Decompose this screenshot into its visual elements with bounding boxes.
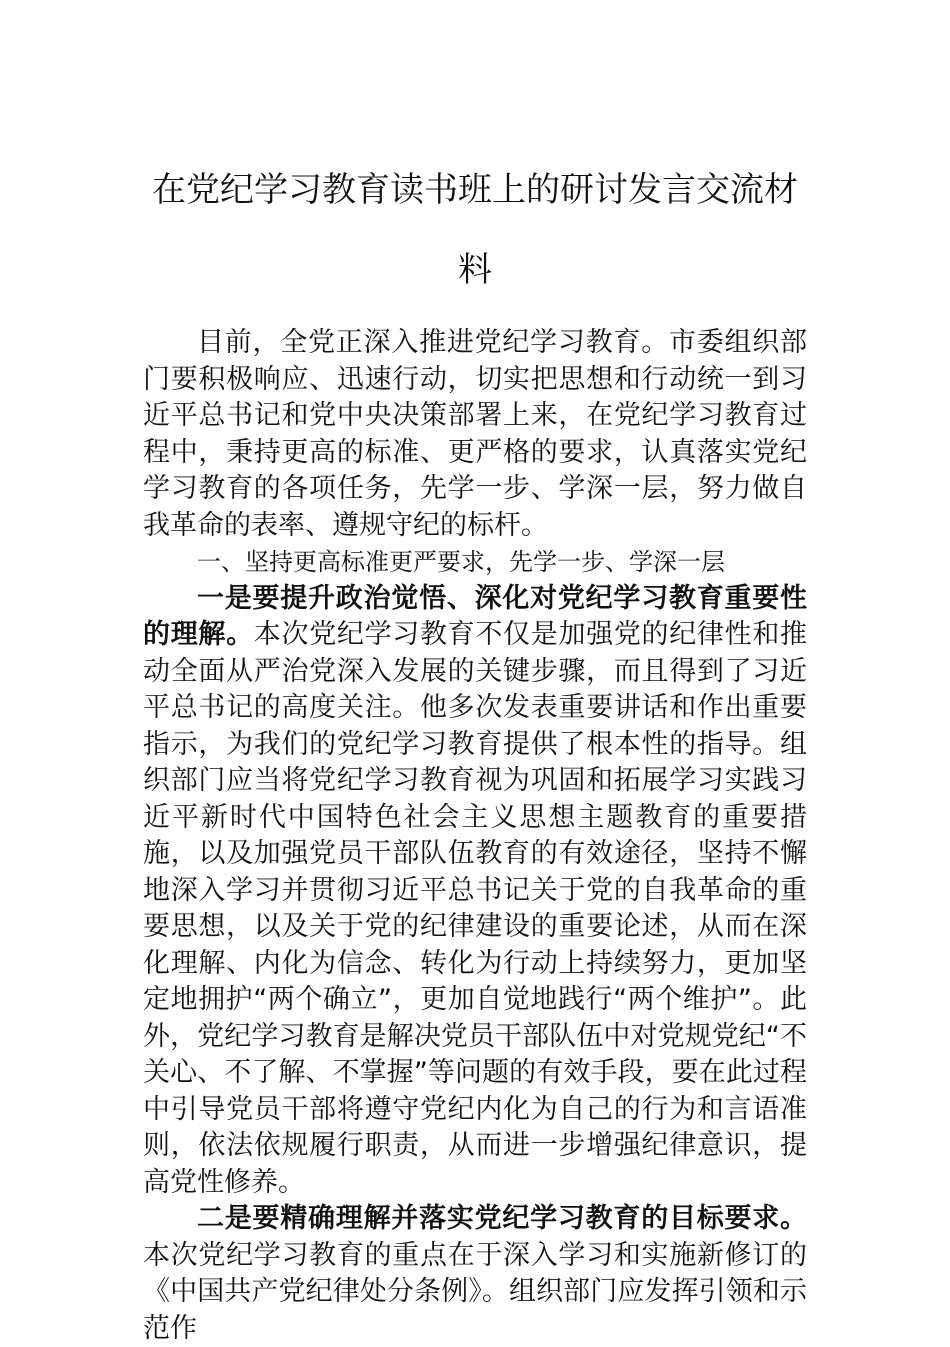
point-one-body: 本次党纪学习教育不仅是加强党的纪律性和推动全面从严治党深入发展的关键步骤，而且得到了习近平总书记的高度关注。他多次发表重要讲话和作出重要指示，为我们的党纪学习教育提供了根本性的指导。组织部门应当将党纪学习教育视为巩固和拓展学习实践习近平新时代中国特色社会主义思想主题教育的重要措施，以及加强党员干部队伍教育的有效途径，坚持不懈地深入学习并贯彻习近平总书记关于党的自我革命的重要思想，以及关于党的纪律建设的重要论述，从而在深化理解、内化为信念、转化为行动上持续努力，更加坚定地拥护“两个确立”，更加自觉地践行“两个维护”。此外，党纪学习教育是解决党员干部队伍中对党规党纪“不关心、不了解、不掌握”等问题的有效手段，要在此过程中引导党员干部将遵守党纪内化为自己的行为和言语准则，依法依规履行职责，从而进一步增强纪律意识，提高党性修养。 xyxy=(143,619,808,1198)
point-one-paragraph xyxy=(143,581,807,1202)
point-two-body: 本次党纪学习教育的重点在于深入学习和实施新修订的《中国共产党纪律处分条例》。组织部门应发挥引领和示范作 xyxy=(143,1239,807,1344)
point-two-lead: 二是要精确理解并落实党纪学习教育的目标要求。 xyxy=(197,1203,807,1234)
section-heading: 一、坚持更高标准更严要求，先学一步、学深一层 xyxy=(197,548,725,576)
intro-paragraph: 目前，全党正深入推进党纪学习教育。市委组织部门要积极响应、迅速行动，切实把思想和行动统一到习近平总书记和党中央决策部署上来，在党纪学习教育过程中，秉持更高的标准、更严格的要求，认真落实党纪学习教育的各项任务，先学一步、学深一层，努力做自我革命的表率、遵规守纪的标杆。 xyxy=(143,327,807,541)
document-body xyxy=(143,325,807,1347)
document-title: 在党纪学习教育读书班上的研讨发言交流材料 xyxy=(152,170,798,290)
point-one-lead: 一是要提升政治觉悟、深化对党纪学习教育重要性的理解。 xyxy=(143,582,807,650)
point-two-paragraph xyxy=(143,1201,807,1347)
